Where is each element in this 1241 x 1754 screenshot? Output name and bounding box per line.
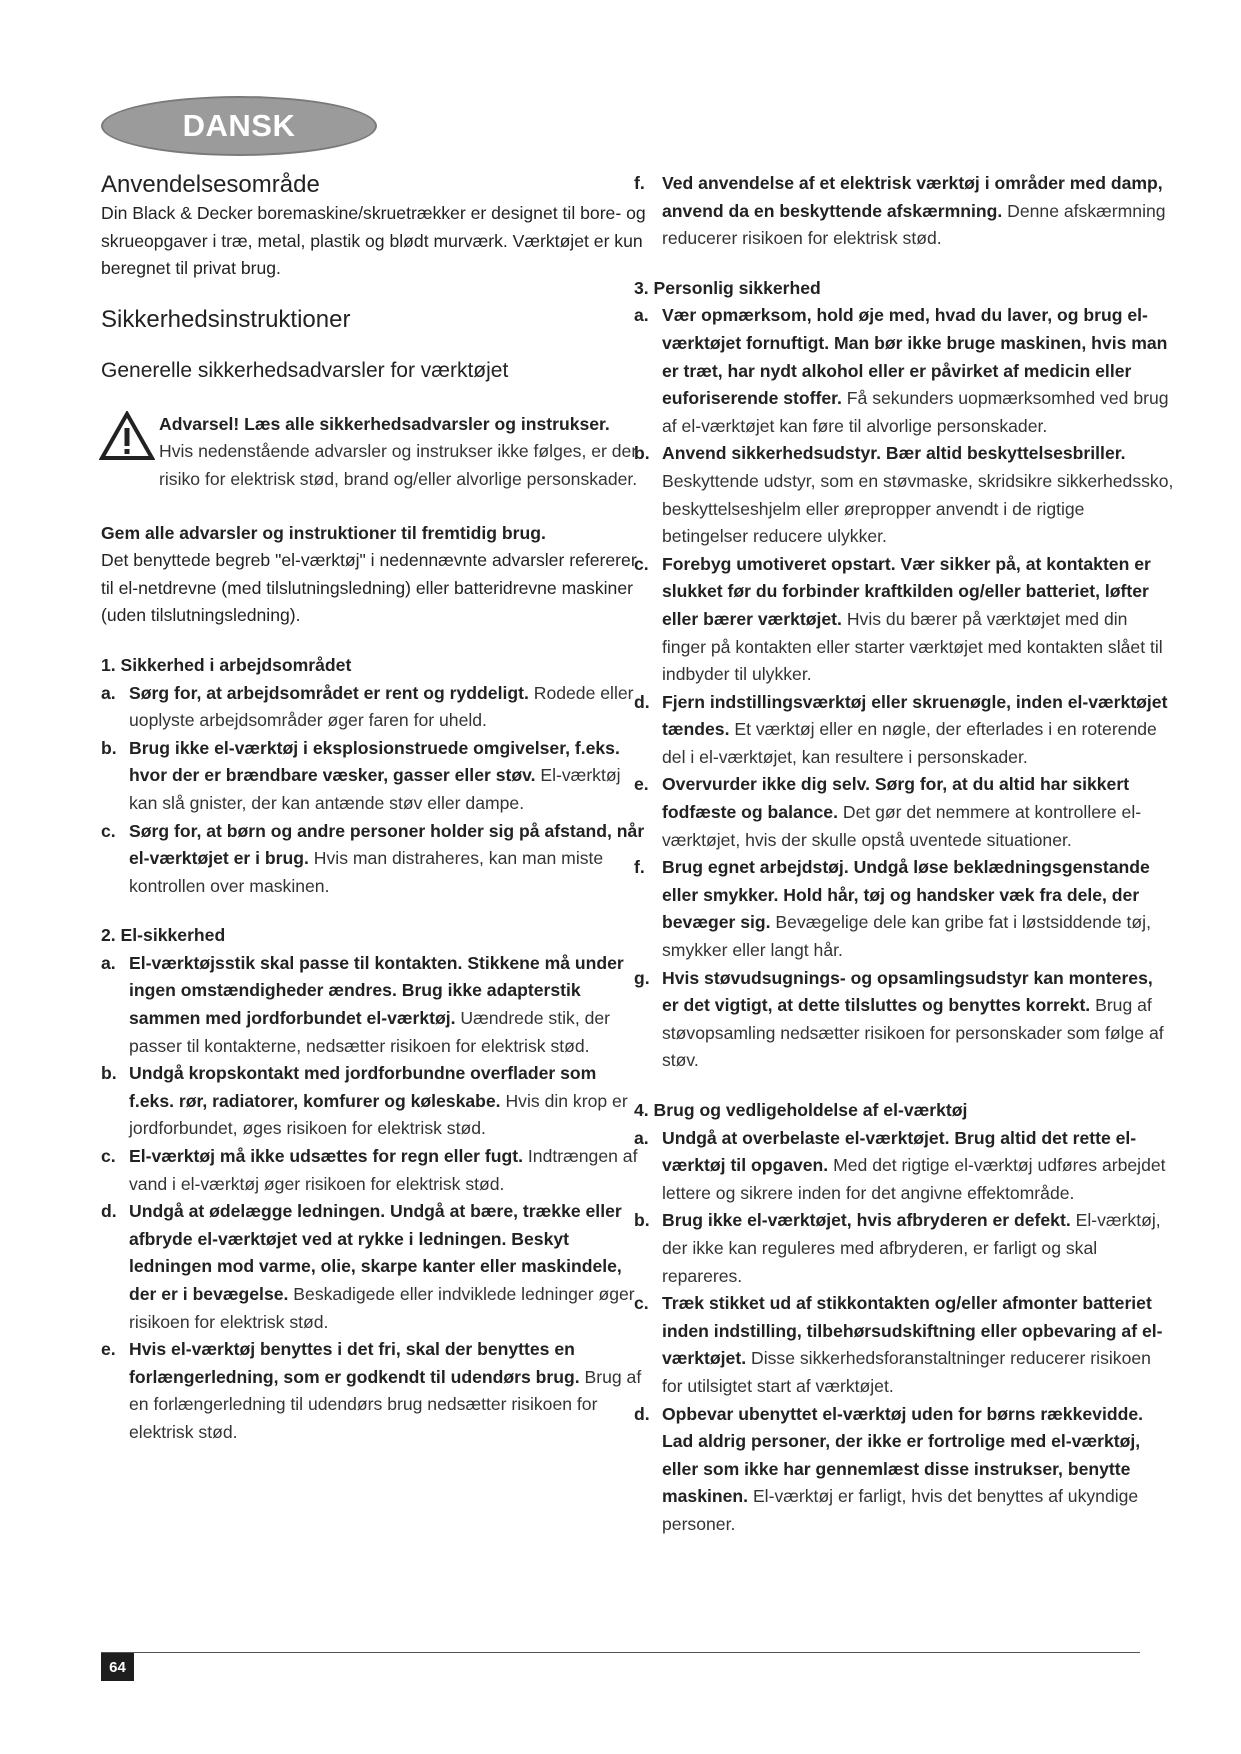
anvendelse-text: Din Black & Decker boremaskine/skruetrækker er designet til bore- og skrueopgaver i træ, metal, plastik og blødt murværk. Værktøjet er kun beregnet til privat brug. <box>101 203 646 279</box>
list-item: a. El-værktøjsstik skal passe til kontakten. Stikkene må under ingen omstændigheder ændres. Brug ikke adapterstik sammen med jordforbundet el-værktøj. Uændrede stik, der passer til kontakterne, nedsætter risikoen for elektrisk stød. <box>101 952 624 1056</box>
section-3-title: 3. Personlig sikkerhed <box>634 277 821 298</box>
heading-anvendelsesomrade: Anvendelsesområde <box>101 171 320 198</box>
list-item: a. Sørg for, at arbejdsområdet er rent og ryddeligt. Rodede eller uoplyste arbejdsområder øger faren for uheld. <box>101 682 634 731</box>
list-item: f. Brug egnet arbejdstøj. Undgå løse beklædningsgenstande eller smykker. Hold hår, tøj og handsker væk fra dele, der bevæger sig. Bevægelige dele kan gribe fat i løstsiddende tøj, smykker eller langt hår. <box>634 857 1151 961</box>
list-item: c. El-værktøj må ikke udsættes for regn eller fugt. Indtrængen af vand i el-værktøj øger risikoen for elektrisk stød. <box>101 1146 638 1194</box>
language-tab-label: DANSK <box>182 108 296 143</box>
section-4-title: 4. Brug og vedligeholdelse af el-værktøj <box>634 1100 968 1120</box>
list-item: c. Forebyg umotiveret opstart. Vær sikker på, at kontakten er slukket før du forbinder kraftkilden og/eller batteriet, løfter eller bærer værktøjet. Hvis du bærer på værktøjet med din finger på kontakten eller starter værktøjet med kontakten slået til indbyder til ulykker. <box>634 553 1163 685</box>
warning-triangle-icon <box>99 411 155 461</box>
list-item: a. Undgå at overbelaste el-værktøjet. Brug altid det rette el-værktøj til opgaven. Med det rigtige el-værktøj udføres arbejdet lettere og sikrere inden for det angivne effektområde. <box>634 1127 1166 1203</box>
left-column <box>101 170 646 1447</box>
list-item: d. Opbevar ubenyttet el-værktøj uden for børns rækkevidde. Lad aldrig personer, der ikke er fortrolige med el-værktøj, eller som ikke har gennemlæst disse instrukser, benytte maskinen. El-værktøj er farligt, hvis det benyttes af ukyndige personer. <box>634 1403 1144 1534</box>
heading-sikkerhedsinstruktioner: Sikkerhedsinstruktioner <box>101 305 351 333</box>
list-item: d. Undgå at ødelægge ledningen. Undgå at bære, trække eller afbryde el-værktøjet ved at rykke i ledningen. Beskyt ledningen mod varme, olie, skarpe kanter eller maskindele, der er i bevægelse. Beskadigede eller indviklede ledninger øger risikoen for elektrisk stød. <box>101 1201 635 1332</box>
list-item: d. Fjern indstillingsværktøj eller skruenøgle, inden el-værktøjet tændes. Et værktøj eller en nøgle, der efterlades i en roterende del i el-værktøjet, kan resultere i personskader. <box>634 691 1168 767</box>
list-item: g. Hvis støvudsugnings- og opsamlingsudstyr kan monteres, er det vigtigt, at dette tilsluttes og benyttes korrekt. Brug af støvopsamling nedsætter risikoen for personskader som følge af støv. <box>634 967 1164 1071</box>
warning-bold: Advarsel! Læs alle sikkerhedsadvarsler og instrukser. <box>159 413 610 434</box>
page-number: 64 <box>101 1653 134 1681</box>
list-item: c. Sørg for, at børn og andre personer holder sig på afstand, når el-værktøjet er i brug. Hvis man distraheres, kan man miste kontrollen over maskinen. <box>101 820 645 896</box>
list-item: c. Træk stikket ud af stikkontakten og/eller afmonter batteriet inden indstilling, tilbehørsudskiftning eller opbevaring af el-værktøjet. Disse sikkerhedsforanstaltninger reducerer risikoen for utilsigtet start af værktøjet. <box>634 1293 1163 1396</box>
section-1-title: 1. Sikkerhed i arbejdsområdet <box>101 654 352 675</box>
list-item: b. Brug ikke el-værktøj i eksplosionstruede omgivelser, f.eks. hvor der er brændbare væsker, gasser eller støv. El-værktøj kan slå gnister, der kan antænde støv eller dampe. <box>101 737 621 813</box>
list-item: e. Hvis el-værktøj benyttes i det fri, skal der benyttes en forlængerledning, som er godkendt til udendørs brug. Brug af en forlængerledning til udendørs brug nedsætter risikoen for elektrisk stød. <box>101 1339 642 1442</box>
list-item: b. Anvend sikkerhedsudstyr. Bær altid beskyttelsesbriller. Beskyttende udstyr, som en støvmaske, skridsikre sikkerhedssko, beskyttelseshjelm eller ørepropper anvendt i de rigtige betingelser reducere ulykker. <box>634 443 1174 547</box>
list-item: b. Brug ikke el-værktøjet, hvis afbryderen er defekt. El-værktøj, der ikke kan reguleres med afbryderen, er farligt og skal repareres. <box>634 1210 1161 1286</box>
list-item: b. Undgå kropskontakt med jordforbundne overflader som f.eks. rør, radiatorer, komfurer og køleskabe. Hvis din krop er jordforbundet, øges risikoen for elektrisk stød. <box>101 1063 628 1139</box>
section-2-title: 2. El-sikkerhed <box>101 925 226 946</box>
heading-generelle: Generelle sikkerhedsadvarsler for værktøjet <box>101 358 509 382</box>
footer-divider <box>101 1652 1140 1653</box>
language-tab <box>101 96 377 156</box>
right-column <box>634 170 1174 1539</box>
gem-text: Det benyttede begreb "el-værktøj" i nedennævnte advarsler refererer til el-netdrevne (med tilslutningsledning) eller batteridrevne maskiner (uden tilslutningsledning). <box>101 550 637 626</box>
list-item: e. Overvurder ikke dig selv. Sørg for, at du altid har sikkert fodfæste og balance. Det gør det nemmere at kontrollere el-værktøjet, hvis der skulle opstå uventede situationer. <box>634 774 1142 850</box>
warning-text: Hvis nedenstående advarsler og instrukser ikke følges, er der risiko for elektrisk stød, brand og/eller alvorlige personskader. <box>159 441 638 489</box>
list-item: a. Vær opmærksom, hold øje med, hvad du laver, og brug el-værktøjet fornuftigt. Man bør ikke bruge maskinen, hvis man er træt, har nydt alkohol eller er påvirket af medicin eller euforiserende stoffer. Få sekunders uopmærksomhed ved brug af el-værktøjet kan føre til alvorlige personskader. <box>634 305 1169 436</box>
gem-bold: Gem alle advarsler og instruktioner til fremtidig brug. <box>101 522 546 543</box>
list-item: f. Ved anvendelse af et elektrisk værktøj i områder med damp, anvend da en beskyttende afskærmning. Denne afskærmning reducerer risikoen for elektrisk stød. <box>634 173 1166 249</box>
warning-block <box>101 411 646 494</box>
